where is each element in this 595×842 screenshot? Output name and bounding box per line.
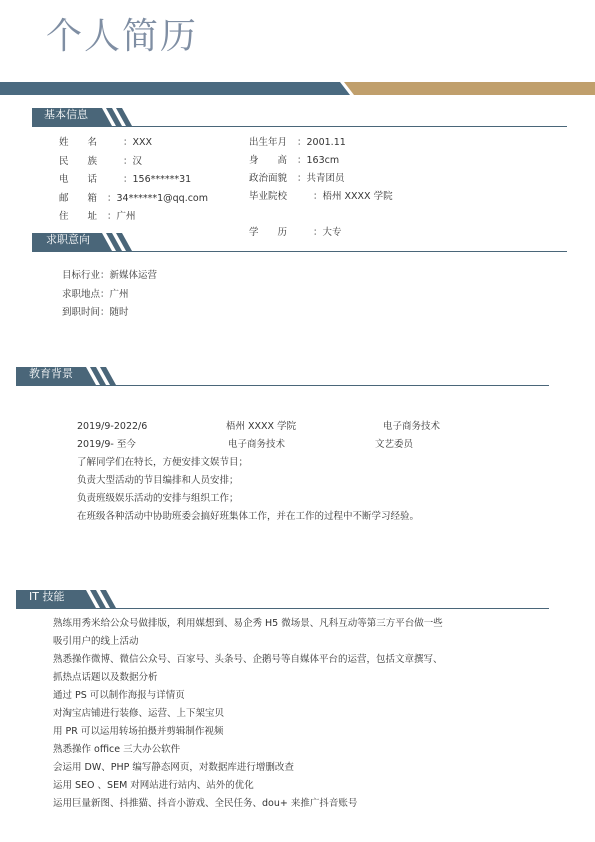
- page-title: 个人简历: [46, 16, 199, 57]
- list-item: 在班级各种活动中协助班委会搞好班集体工作，并在工作的过程中不断学习经验。: [77, 511, 420, 522]
- list-item: 用 PR 可以运用转场拍摄并剪辑制作视频: [53, 726, 224, 737]
- list-item: 对淘宝店铺进行装修、运营、上下架宝贝: [53, 708, 225, 719]
- list-item: 运用 SEO 、SEM 对网站进行站内、站外的优化: [53, 780, 254, 791]
- list-item: 负责大型活动的节目编排和人员安排；: [77, 475, 239, 486]
- job-intention-list: [62, 269, 157, 325]
- section-title-skills: IT 技能: [29, 590, 65, 603]
- job-item: 到职时间：随时: [62, 307, 129, 318]
- header-bar-dark: [0, 82, 350, 95]
- basic-info-left: [59, 136, 208, 229]
- list-item: 会运用 DW、PHP 编写静态网页，对数据库进行增删改查: [53, 762, 294, 773]
- list-item: 通过 PS 可以制作海报与详情页: [53, 690, 185, 701]
- education-details: [77, 456, 419, 528]
- section-header-skills: [16, 590, 556, 610]
- info-row: 邮 箱 ：34******1@qq.com: [59, 192, 209, 204]
- section-header-education: [16, 367, 556, 387]
- job-item: 求职地点：广州: [62, 288, 129, 300]
- job-item: 目标行业：新媒体运营: [62, 270, 158, 281]
- list-item: 吸引用户的线上活动: [53, 636, 139, 647]
- section-title-basic: 基本信息: [44, 108, 88, 121]
- info-row: 身 高 ：163cm: [249, 155, 340, 166]
- list-item: 熟悉操作 office 三大办公软件: [53, 744, 181, 755]
- section-header-job: [32, 233, 572, 253]
- section-header-basic: [32, 108, 572, 128]
- skills-list: [53, 617, 443, 815]
- section-title-job: 求职意向: [46, 233, 90, 246]
- edu-school: 梧州 XXXX 学院: [226, 421, 297, 432]
- edu-major: 电子商务技术: [228, 439, 286, 450]
- info-row: 电 话 ：156******31: [59, 174, 192, 185]
- list-item: 熟练用秀米给公众号做排版，利用媒想到、易企秀 H5 微场景、凡科互动等第三方平台做一些: [53, 618, 443, 629]
- edu-role: 文艺委员: [375, 439, 414, 450]
- info-row: 学 历 ：大专: [249, 227, 342, 238]
- info-row: 住 址 ：广州: [59, 211, 136, 222]
- info-row: 出生年月 ：2001.11: [249, 137, 346, 148]
- list-item: 负责班级娱乐活动的安排与组织工作；: [77, 493, 239, 504]
- list-item: 熟悉操作微博、微信公众号、百家号、头条号、企鹅号等自媒体平台的运营，包括文章撰写、: [53, 654, 443, 665]
- edu-date: 2019/9- 至今: [77, 439, 136, 450]
- info-row: 毕业院校 ：梧州 XXXX 学院: [249, 191, 393, 202]
- info-row: 姓 名 ：XXX: [59, 137, 153, 148]
- list-item: 运用巨量新图、抖推猫、抖音小游戏、全民任务、dou+ 来推广抖音账号: [53, 798, 358, 809]
- section-title-education: 教育背景: [29, 367, 73, 380]
- list-item: 抓热点话题以及数据分析: [53, 672, 158, 683]
- info-row: 民 族 ：汉: [59, 155, 143, 167]
- edu-date: 2019/9-2022/6: [77, 421, 148, 432]
- list-item: 了解同学们在特长，方便安排文娱节目；: [77, 457, 249, 468]
- header-bar: [0, 80, 595, 98]
- info-row: 政治面貌 ：共青团员: [249, 173, 345, 184]
- header-bar-gold: [344, 82, 595, 95]
- edu-major: 电子商务技术: [383, 421, 441, 432]
